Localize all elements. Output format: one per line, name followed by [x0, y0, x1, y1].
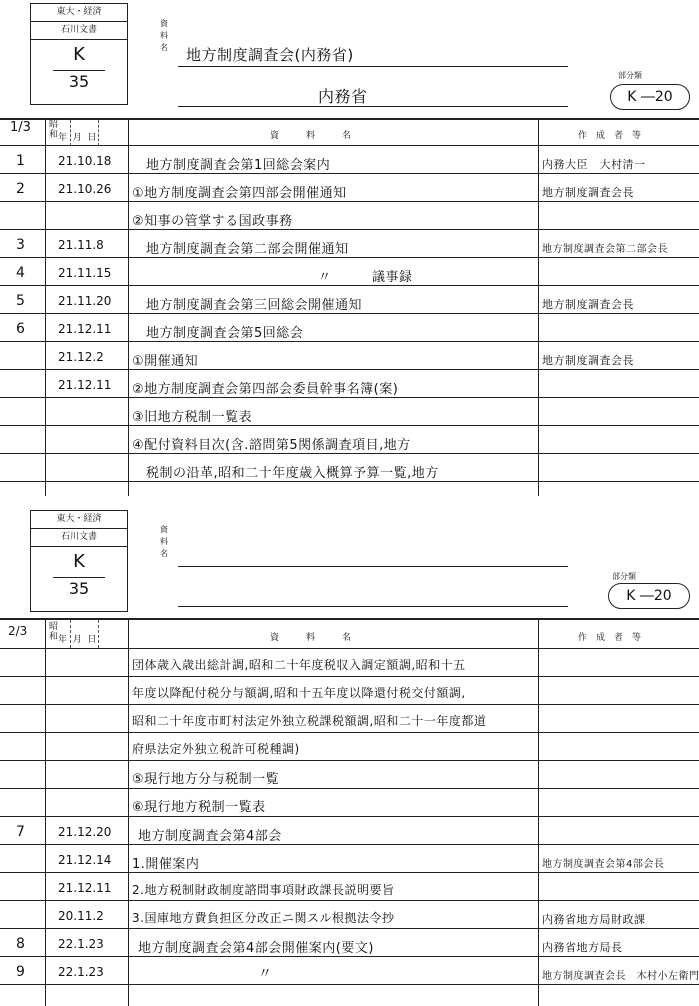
row-creator: 地方制度調査会第4部会長: [542, 859, 665, 870]
row-material: ⑥現行地方税制一覧表: [132, 800, 266, 815]
row-material: 1.開催案内: [132, 857, 200, 872]
row-date: 21.11.20: [58, 294, 112, 308]
row-no: 6: [16, 321, 25, 337]
row-material: ①地方制度調査会第四部会開催通知: [132, 186, 347, 201]
row-creator: 地方制度調査会第二部会長: [542, 244, 668, 255]
document-title: 地方制度調査会(内務省): [186, 46, 354, 64]
row-material: 税制の沿革,昭和二十年度歳入概算予算一覧,地方: [146, 466, 439, 481]
stamp-line-1: 東大・経済: [31, 4, 127, 22]
row-material: 地方制度調査会第4部会: [138, 829, 282, 844]
row-material: 〃 議事録: [318, 270, 413, 285]
row-date: 21.12.2: [58, 350, 104, 364]
row-material: 3.国庫地方費負担区分改正ニ関スル根拠法令抄: [132, 911, 395, 925]
row-creator: 地方制度調査会長: [542, 298, 634, 311]
row-material: 府県法定外独立税許可税種調): [132, 742, 300, 756]
row-material: ⑤現行地方分与税制一覧: [132, 772, 280, 787]
row-date: 21.12.14: [58, 853, 112, 867]
row-creator: 地方制度調査会長: [542, 354, 634, 367]
row-creator: 地方制度調査会長 木村小左衛門: [542, 971, 699, 982]
row-material: ②地方制度調査会第四部会委員幹事名簿(案): [132, 382, 399, 397]
row-date: 21.12.11: [58, 378, 112, 392]
row-date: 21.12.20: [58, 825, 112, 839]
row-material: 昭和二十年度市町村法定外独立税課税額調,昭和二十一年度都道: [132, 714, 487, 728]
row-no: 8: [16, 936, 25, 952]
document-subtitle: 内務省: [318, 87, 368, 106]
stamp-line-2: 石川文書: [31, 22, 127, 40]
row-date: 22.1.23: [58, 965, 104, 979]
header-no: 2/3: [8, 624, 28, 638]
row-date: 21.12.11: [58, 881, 112, 895]
stamp-code-letter: K: [73, 44, 85, 65]
stamp-line-2: 石川文書: [31, 529, 127, 547]
row-no: 1: [16, 153, 25, 169]
header-material: 資 料 名: [270, 633, 352, 643]
row-date: 21.12.11: [58, 322, 112, 336]
row-creator: 地方制度調査会長: [542, 186, 634, 199]
header-no: 1/3: [10, 120, 31, 135]
row-material: 〃: [258, 966, 272, 982]
classification-badge: K ―20: [610, 84, 690, 110]
archive-stamp: [30, 510, 128, 612]
header-era: 昭和: [49, 120, 59, 140]
stamp-code-letter: K: [73, 551, 85, 572]
row-material: 地方制度調査会第三回総会開催通知: [146, 298, 363, 313]
row-material: ②知事の管掌する国政事務: [132, 214, 293, 229]
row-creator: 内務省地方局財政課: [542, 913, 646, 926]
header-material: 資 料 名: [270, 131, 352, 141]
field-label: 資 料 名: [160, 19, 168, 52]
classification-badge: K ―20: [608, 583, 690, 609]
row-date: 20.11.2: [58, 909, 104, 923]
archive-stamp: [30, 3, 128, 105]
row-date: 21.11.15: [58, 266, 112, 280]
row-date: 21.10.26: [58, 182, 112, 196]
stamp-code-number: 35: [68, 72, 90, 91]
row-no: 9: [16, 964, 25, 980]
row-no: 7: [16, 824, 25, 840]
classification-label: 部分類: [612, 572, 636, 581]
row-no: 4: [16, 265, 25, 281]
header-date: 年 月 日: [58, 133, 97, 143]
row-no: 2: [16, 181, 25, 197]
classification-label: 部分類: [618, 71, 642, 80]
field-label: 資 料 名: [160, 525, 168, 558]
header-date: 年 月 日: [58, 635, 97, 645]
row-material: 地方制度調査会第1回総会案内: [146, 158, 331, 173]
header-creator: 作 成 者 等: [578, 633, 642, 643]
row-material: 地方制度調査会第4部会開催案内(要文): [138, 941, 374, 956]
row-creator: 内務省地方局長: [542, 941, 623, 954]
header-creator: 作 成 者 等: [578, 131, 642, 141]
header-era: 昭和: [49, 622, 59, 642]
row-material: ①開催通知: [132, 354, 199, 369]
row-material: ③旧地方税制一覧表: [132, 410, 253, 425]
stamp-code-number: 35: [68, 579, 90, 598]
row-material: 年度以降配付税分与額調,昭和十五年度以降還付税交付額調,: [132, 686, 466, 700]
row-material: 団体歳入歳出総計調,昭和二十年度税収入調定額調,昭和十五: [132, 658, 466, 672]
row-material: 地方制度調査会第二部会開催通知: [146, 242, 349, 257]
row-material: 地方制度調査会第5回総会: [146, 326, 304, 341]
row-material: ④配付資料目次(含.諮問第5関係調査項目,地方: [132, 438, 411, 453]
row-date: 22.1.23: [58, 937, 104, 951]
stamp-line-1: 東大・経済: [31, 511, 127, 529]
row-creator: 内務大臣 大村清一: [542, 158, 646, 171]
row-date: 21.11.8: [58, 238, 104, 252]
row-material: 2.地方税制財政制度諮問事項財政課長説明要旨: [132, 883, 395, 897]
row-no: 5: [16, 293, 25, 309]
row-no: 3: [16, 237, 25, 253]
row-date: 21.10.18: [58, 154, 112, 168]
